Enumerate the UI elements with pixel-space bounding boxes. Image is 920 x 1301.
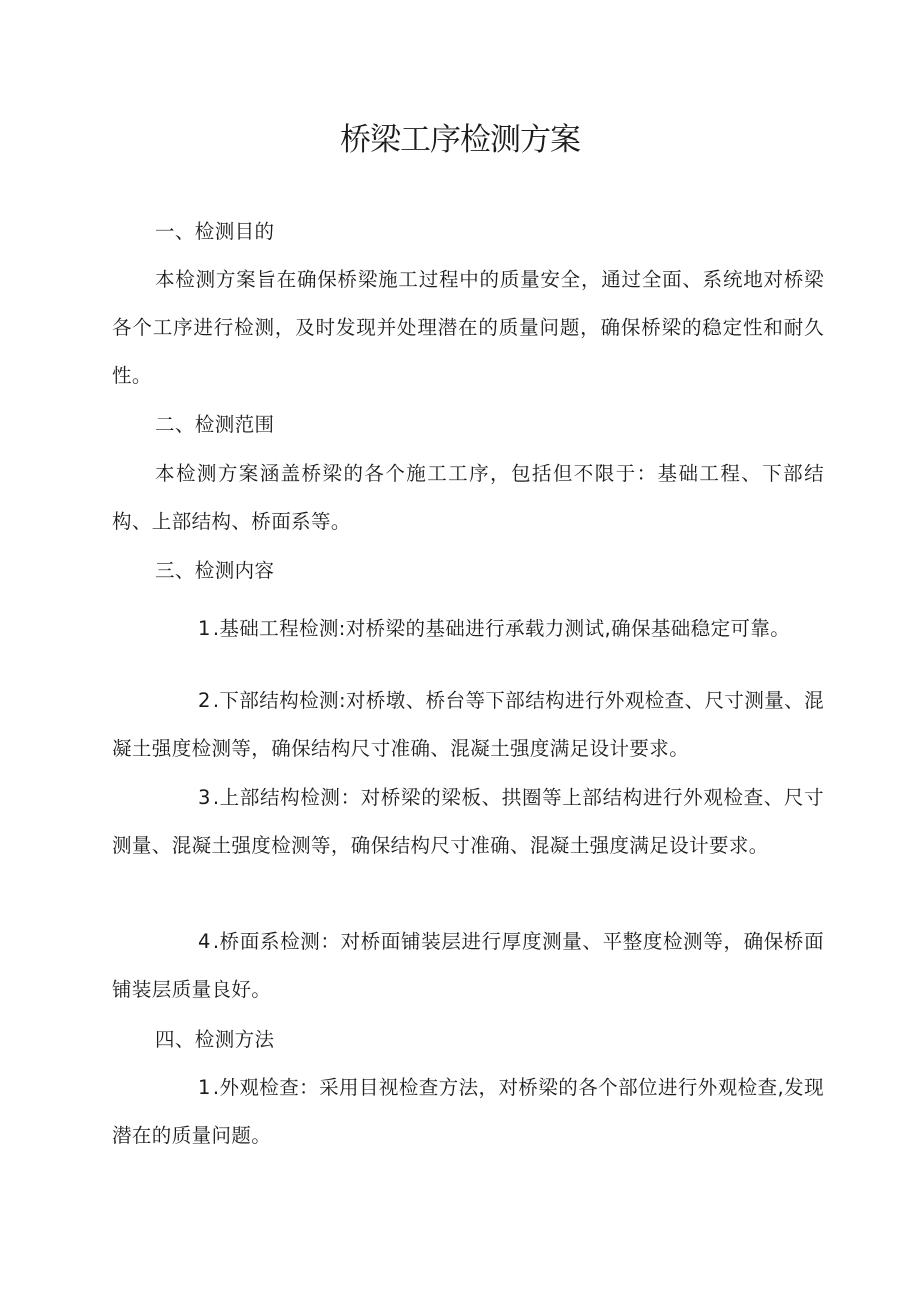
list-item-number: 1 <box>198 617 211 640</box>
list-item-number: 1 <box>198 1076 211 1099</box>
list-item-text: .外观检查：采用目视检查方法，对桥梁的各个部位进行外观检查,发现潜在的质量问题。 <box>112 1076 824 1147</box>
list-item-number: 4 <box>198 930 211 953</box>
list-item-text: .上部结构检测：对桥梁的梁板、拱圈等上部结构进行外观检查、尺寸测量、混凝土强度检测等，确保结构尺寸准确、混凝土强度满足设计要求。 <box>112 786 824 857</box>
section-paragraph-scope: 本检测方案涵盖桥梁的各个施工工序，包括但不限于：基础工程、下部结构、上部结构、桥面系等。 <box>112 462 824 533</box>
section-heading-purpose: 一、检测目的 <box>155 220 275 243</box>
list-item-text: .下部结构检测:对桥墩、桥台等下部结构进行外观检查、尺寸测量、混凝土强度检测等，确保结构尺寸准确、混凝土强度满足设计要求。 <box>112 689 824 760</box>
list-item-number: 2 <box>198 689 211 712</box>
list-item <box>112 677 824 773</box>
list-item <box>112 918 824 1014</box>
section-heading-scope: 二、检测范围 <box>155 413 275 436</box>
document-title: 桥梁工序检测方案 <box>340 122 580 158</box>
list-item-text: .桥面系检测：对桥面铺装层进行厚度测量、平整度检测等，确保桥面铺装层质量良好。 <box>112 930 824 1001</box>
list-item <box>112 774 824 870</box>
list-item <box>112 1064 824 1160</box>
section-heading-methods: 四、检测方法 <box>155 1028 275 1051</box>
section-heading-content: 三、检测内容 <box>155 559 275 582</box>
list-item-number: 3 <box>198 786 211 809</box>
list-item <box>112 605 824 653</box>
section-paragraph-purpose: 本检测方案旨在确保桥梁施工过程中的质量安全，通过全面、系统地对桥梁各个工序进行检测，及时发现并处理潜在的质量问题，确保桥梁的稳定性和耐久性。 <box>112 268 824 387</box>
list-item-text: .基础工程检测:对桥梁的基础进行承载力测试,确保基础稳定可靠。 <box>212 617 791 640</box>
